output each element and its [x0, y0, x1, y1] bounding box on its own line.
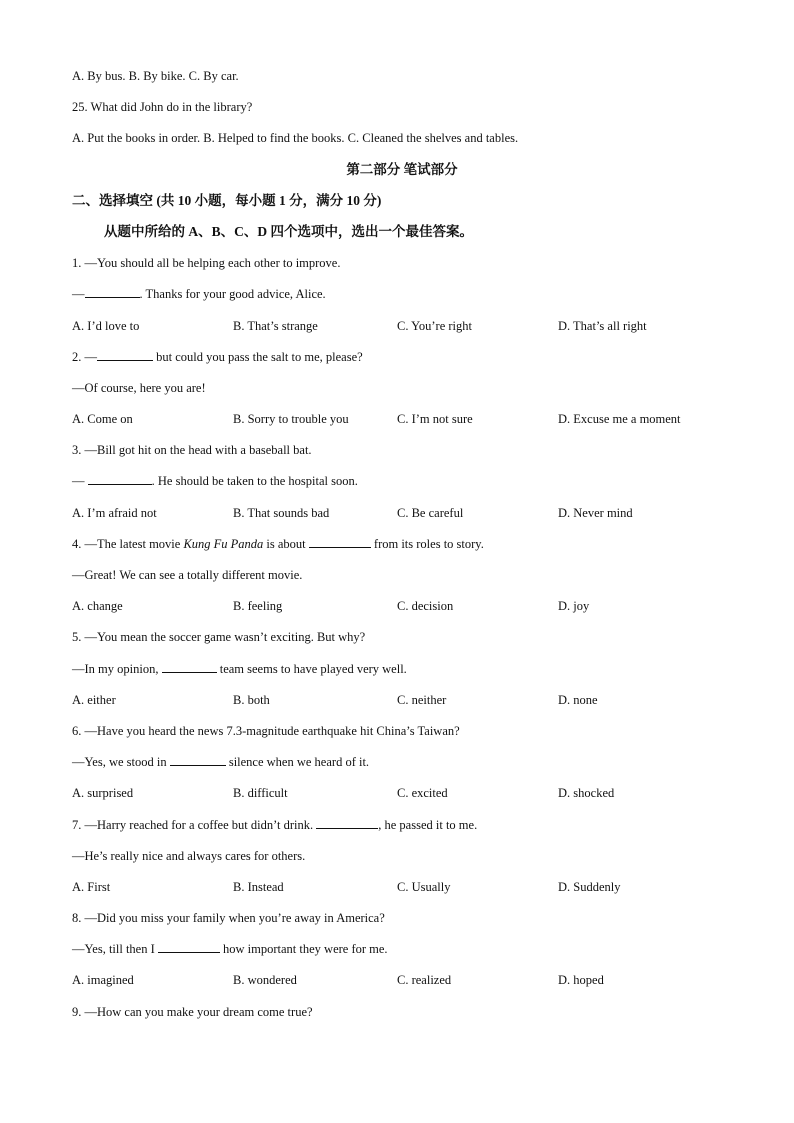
- question-6: 6. —Have you heard the news 7.3-magnitude earthquake hit China’s Taiwan?: [72, 723, 460, 738]
- option-c: C. Be careful: [397, 505, 464, 520]
- option-a: A. change: [72, 599, 123, 614]
- option-a: A. Come on: [72, 412, 133, 427]
- option-c: C. decision: [397, 599, 454, 614]
- response-8: —Yes, till then I how important they were for me.: [72, 942, 388, 957]
- option-a: A. First: [72, 879, 111, 894]
- option-c: C. neither: [397, 692, 447, 707]
- option-b: B. That’s strange: [233, 318, 318, 333]
- option-a: A. I’d love to: [72, 318, 140, 333]
- question-9: 9. —How can you make your dream come true?: [72, 1004, 313, 1019]
- response-1: — . Thanks for your good advice, Alice.: [72, 287, 326, 302]
- option-b: B. wondered: [233, 973, 297, 988]
- question-4: 4. —The latest movie Kung Fu Panda is about from its roles to story.: [72, 536, 484, 551]
- option-a: A. imagined: [72, 973, 134, 988]
- options-6: [72, 783, 732, 814]
- option-d: D. joy: [558, 599, 590, 614]
- q25-options: A. Put the books in order. B. Helped to find the books. C. Cleaned the shelves and tables.: [72, 131, 519, 146]
- answer-blank: [88, 472, 152, 485]
- option-b: B. feeling: [233, 599, 283, 614]
- movie-title: Kung Fu Panda: [183, 536, 264, 551]
- options-2: [72, 409, 732, 440]
- response-3: — . He should be taken to the hospital soon.: [72, 474, 358, 489]
- exam-page: [72, 66, 732, 1033]
- option-d: D. That’s all right: [558, 318, 647, 333]
- response-6: —Yes, we stood in silence when we heard of it.: [72, 755, 370, 770]
- options-3: [72, 503, 732, 534]
- answer-blank: [309, 535, 371, 548]
- q25-question: 25. What did John do in the library?: [72, 100, 253, 115]
- question-7: 7. —Harry reached for a coffee but didn’t drink. , he passed it to me.: [72, 817, 478, 832]
- response-2: —Of course, here you are!: [72, 380, 206, 395]
- option-c: C. I’m not sure: [397, 412, 473, 427]
- question-1: 1. —You should all be helping each other to improve.: [72, 256, 341, 271]
- option-d: D. Suddenly: [558, 879, 621, 894]
- options-5: [72, 690, 732, 721]
- option-d: D. Never mind: [558, 505, 633, 520]
- answer-blank: [316, 816, 378, 829]
- options-8: [72, 970, 732, 1001]
- instruction: 从题中所给的 A、B、C、D 四个选项中，选出一个最佳答案。: [104, 223, 474, 239]
- options-7: [72, 877, 732, 908]
- part-title: 第二部分 笔试部分: [346, 161, 458, 177]
- option-d: D. hoped: [558, 973, 604, 988]
- answer-blank: [170, 753, 226, 766]
- option-a: A. surprised: [72, 786, 134, 801]
- question-2: 2. — but could you pass the salt to me, please?: [72, 349, 363, 364]
- q24-options: A. By bus. B. By bike. C. By car.: [72, 69, 239, 83]
- option-c: C. realized: [397, 973, 452, 988]
- option-b: B. Instead: [233, 879, 284, 894]
- response-4: —Great! We can see a totally different movie.: [72, 568, 303, 582]
- question-5: 5. —You mean the soccer game wasn’t exciting. But why?: [72, 630, 366, 645]
- option-c: C. Usually: [397, 879, 451, 894]
- option-a: A. either: [72, 692, 116, 707]
- question-8: 8. —Did you miss your family when you’re away in America?: [72, 911, 385, 926]
- question-3: 3. —Bill got hit on the head with a baseball bat.: [72, 443, 312, 458]
- option-d: D. none: [558, 692, 598, 707]
- option-b: B. That sounds bad: [233, 505, 330, 520]
- answer-blank: [85, 285, 140, 298]
- option-d: D. Excuse me a moment: [558, 412, 681, 427]
- options-4: [72, 596, 732, 627]
- option-b: B. Sorry to trouble you: [233, 412, 349, 427]
- response-7: —He’s really nice and always cares for others.: [72, 848, 306, 863]
- option-d: D. shocked: [558, 786, 615, 801]
- option-c: C. You’re right: [397, 318, 473, 333]
- option-b: B. difficult: [233, 786, 288, 801]
- answer-blank: [162, 660, 217, 673]
- answer-blank: [97, 348, 153, 361]
- options-1: [72, 316, 732, 347]
- option-c: C. excited: [397, 786, 448, 801]
- section-title: 二、选择填空 (共 10 小题，每小题 1 分，满分 10 分): [72, 192, 382, 208]
- option-b: B. both: [233, 692, 270, 707]
- response-5: —In my opinion, team seems to have played very well.: [72, 661, 407, 676]
- option-a: A. I’m afraid not: [72, 505, 157, 520]
- answer-blank: [158, 940, 220, 953]
